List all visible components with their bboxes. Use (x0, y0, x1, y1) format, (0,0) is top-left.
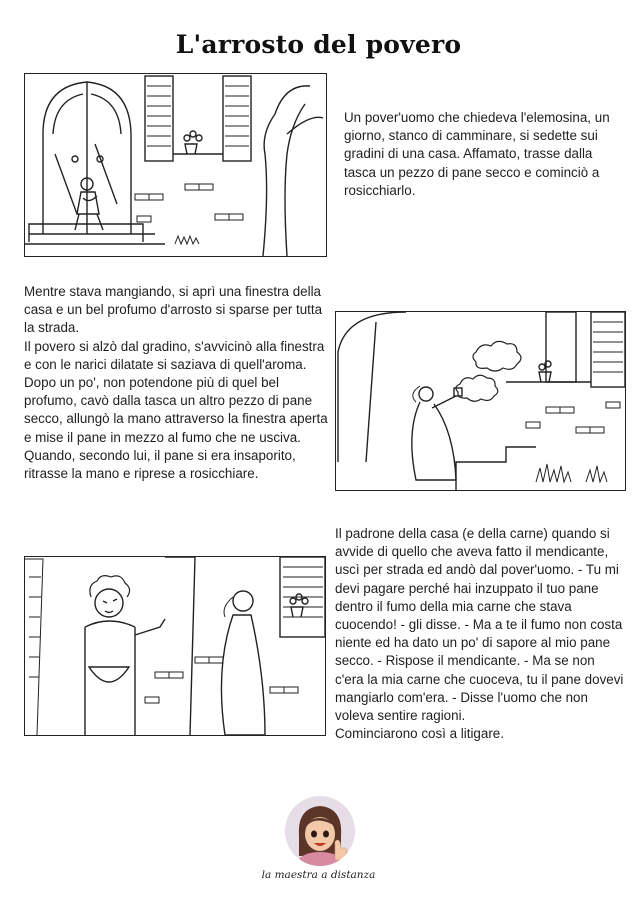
illustration-owner-arguing (24, 556, 326, 736)
owner-arguing-with-beggar-drawing (25, 557, 325, 735)
teacher-avatar-thumbs-up-icon (285, 796, 355, 866)
paragraph-2-line: Dopo un po', non potendone più di quel bel profumo, cavò dalla tasca un altro pezzo di pane secco, allungò la mano attraverso la finestra aperta e mise il pane in mezzo al fumo che ne usciva. (24, 375, 328, 445)
story-paragraph-2 (24, 283, 329, 483)
story-paragraph-3 (335, 525, 627, 743)
illustration-beggar-at-window (335, 311, 626, 491)
illustration-beggar-sitting (24, 73, 327, 257)
paragraph-2-line: Mentre stava mangiando, si aprì una finestra della casa e un bel profumo d'arrosto si sparse per tutta la strada. (24, 284, 323, 336)
beggar-at-window-with-smoke-drawing (336, 312, 625, 490)
paragraph-3-line: Cominciarono così a litigare. (335, 726, 504, 742)
paragraph-3-line: Il padrone della casa (e della carne) quando si avvide di quello che aveva fatto il mendicante, uscì per strada ed andò dal pover'uomo. - Tu mi devi pagare perché hai inzuppato il tuo pane dentro il fumo della mia carne che stava cuocendo! - gli disse. - Ma a te il fumo non costa niente ed ha dato un po' di sapore al mio pane secco. - Rispose il mendicante. - Ma se non c'era la mia carne che cuoceva, tu il pane dovevi mangiarlo com'era. - Disse l'uomo che non voleva sentire ragioni. (335, 526, 624, 724)
paragraph-2-line: Quando, secondo lui, il pane si era insaporito, ritrasse la mano e riprese a rosicchiare. (24, 447, 296, 482)
beggar-sitting-on-steps-drawing (25, 74, 326, 256)
footer-caption: la maestra a distanza (261, 869, 376, 881)
story-paragraph-1 (344, 109, 624, 200)
paragraph-1-text: Un pover'uomo che chiedeva l'elemosina, un giorno, stanco di camminare, si sedette sui gradini di una casa. Affamato, trasse dalla tasca un pezzo di pane secco e cominciò a rosicchiarlo. (344, 110, 610, 198)
teacher-avatar (285, 796, 355, 866)
paragraph-2-line: Il povero si alzò dal gradino, s'avvicinò alla finestra e con le narici dilatate si saziava di quell'aroma. (24, 338, 325, 372)
page-title: L'arrosto del povero (175, 30, 462, 59)
